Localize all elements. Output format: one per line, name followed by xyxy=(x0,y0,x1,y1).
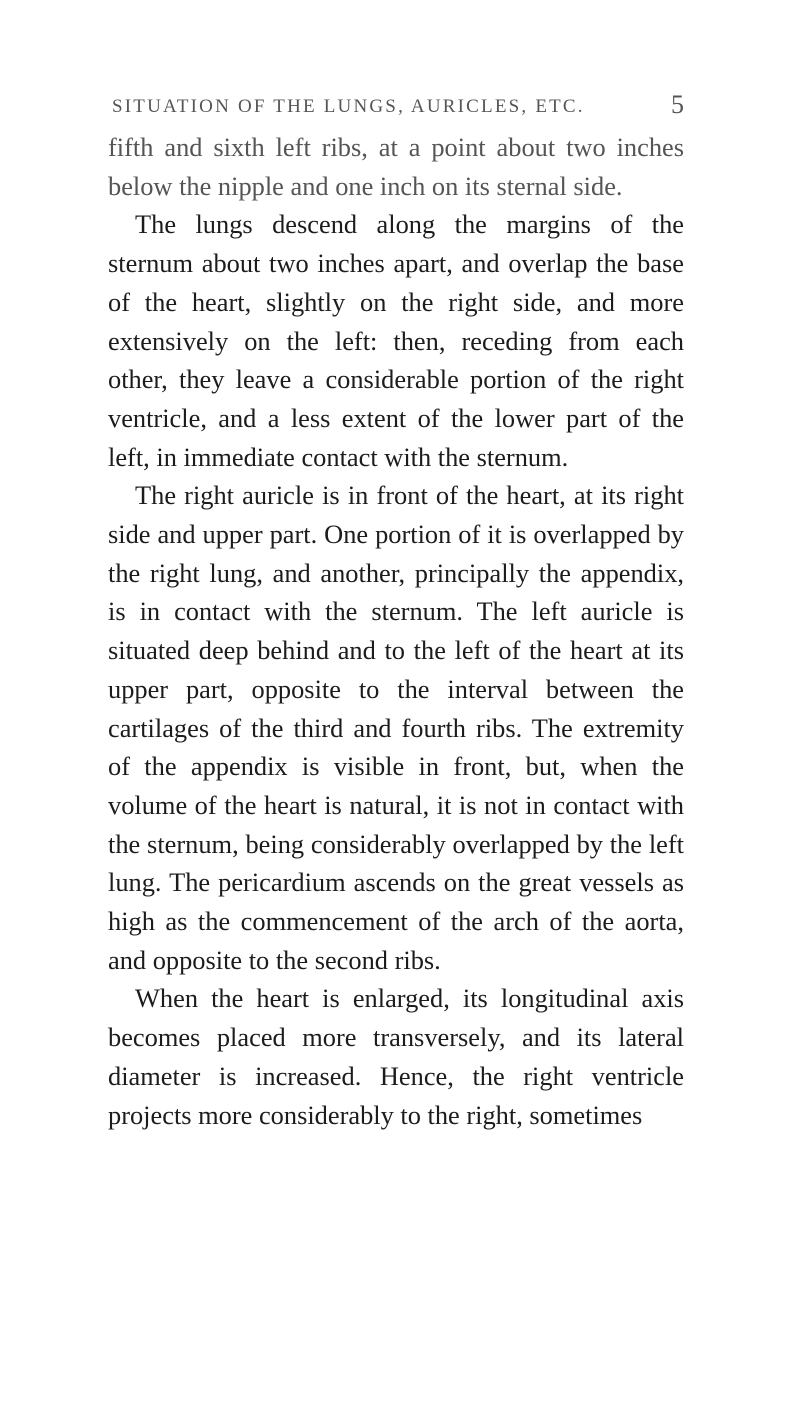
running-head xyxy=(112,90,684,124)
paragraph-auricles: The right auricle is in front of the heart, at its right side and upper part. One portion of it is overlapped by the right lung, and another, principally the appendix, is in contact with the sternum. The left auricle is situated deep behind and to the left of the heart at its upper part, opposite to the interval between the cartilages of the third and fourth ribs. The extremity of the appendix is visible in front, but, when the volume of the heart is natural, it is not in contact with the sternum, being considerably overlapped by the left lung. The pericardium ascends on the great vessels as high as the commencement of the arch of the aorta, and opposite to the second ribs. xyxy=(108,480,684,975)
paragraph-continued: fifth and sixth left ribs, at a point about two inches below the nipple and one inch on its sternal side. xyxy=(108,132,684,201)
body-text xyxy=(108,128,684,1134)
running-head-title: SITUATION OF THE LUNGS, AURICLES, ETC. xyxy=(112,96,585,117)
paragraph-lungs: The lungs descend along the margins of the sternum about two inches apart, and overlap the base of the heart, slightly on the right side, and more extensively on the left: then, receding from each other, they leave a considerable portion of the right ventricle, and a less extent of the lower part of the left, in immediate contact with the sternum. xyxy=(108,209,684,472)
page-number: 5 xyxy=(671,90,684,119)
paragraph-enlarged-heart: When the heart is enlarged, its longitudinal axis becomes placed more transversely, and its lateral diameter is increased. Hence, the right ventricle projects more considerably to the right, sometimes xyxy=(108,983,684,1130)
